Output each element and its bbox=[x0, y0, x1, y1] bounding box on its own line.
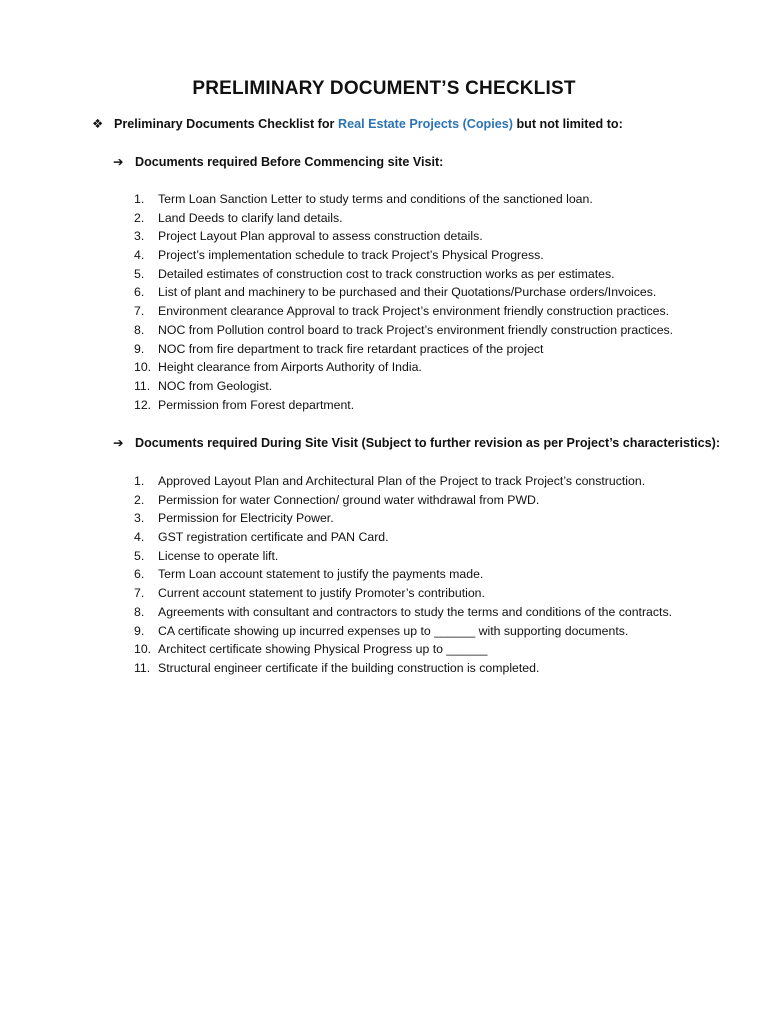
list-item-number: 11. bbox=[134, 660, 151, 675]
list-item bbox=[134, 472, 672, 491]
intro-text-before: Preliminary Documents Checklist for bbox=[114, 117, 338, 131]
list-item-text: Height clearance from Airports Authority of India. bbox=[158, 360, 422, 375]
list-item-text: Agreements with consultant and contractors to study the terms and conditions of the contracts. bbox=[158, 604, 673, 619]
list-item bbox=[134, 377, 673, 396]
list-item bbox=[134, 622, 672, 641]
list-item-number: 8. bbox=[134, 604, 145, 619]
list-item bbox=[134, 584, 672, 603]
list-item-text: NOC from fire department to track fire retardant practices of the project bbox=[158, 341, 544, 356]
list-item bbox=[134, 603, 672, 622]
checklist-before-visit bbox=[134, 190, 673, 414]
list-item-text: License to operate lift. bbox=[158, 548, 279, 563]
list-item-number: 3. bbox=[134, 229, 145, 244]
arrow-right-icon: ➔ bbox=[113, 436, 124, 450]
list-item bbox=[134, 358, 673, 377]
list-item-number: 11. bbox=[134, 378, 151, 393]
list-item bbox=[134, 509, 672, 528]
intro-accent-text: Real Estate Projects (Copies) bbox=[337, 117, 513, 131]
list-item bbox=[134, 640, 672, 659]
list-item-text: Current account statement to justify Promoter’s contribution. bbox=[158, 586, 485, 601]
list-item-number: 6. bbox=[134, 567, 145, 582]
list-item-number: 10. bbox=[134, 642, 152, 657]
intro-text-after: but not limited to: bbox=[512, 117, 623, 131]
section-heading-text: Documents required Before Commencing site Visit: bbox=[135, 155, 444, 169]
list-item-text: Environment clearance Approval to track Project’s environment friendly construction practices. bbox=[158, 304, 670, 319]
list-item-text: GST registration certificate and PAN Card. bbox=[158, 530, 389, 545]
list-item-text: Structural engineer certificate if the building construction is completed. bbox=[158, 660, 540, 675]
arrow-right-icon: ➔ bbox=[113, 155, 124, 169]
checklist-during-visit bbox=[134, 472, 672, 678]
list-item-text: Project Layout Plan approval to assess construction details. bbox=[158, 229, 483, 244]
section-heading-during-visit bbox=[113, 435, 720, 450]
list-item-number: 4. bbox=[134, 530, 145, 545]
list-item-number: 8. bbox=[134, 322, 145, 337]
list-item-number: 9. bbox=[134, 341, 145, 356]
list-item-text: List of plant and machinery to be purchased and their Quotations/Purchase orders/Invoices. bbox=[158, 285, 657, 300]
list-item-number: 10. bbox=[134, 360, 152, 375]
list-item-number: 7. bbox=[134, 586, 145, 601]
section-heading-text: Documents required During Site Visit (Subject to further revision as per Project’s characteristics): bbox=[135, 436, 721, 450]
list-item-text: Detailed estimates of construction cost to track construction works as per estimates. bbox=[158, 266, 615, 281]
page-title: PRELIMINARY DOCUMENT’S CHECKLIST bbox=[192, 78, 576, 99]
list-item-text: Permission from Forest department. bbox=[158, 397, 355, 412]
list-item bbox=[134, 283, 673, 302]
list-item-number: 5. bbox=[134, 266, 145, 281]
list-item-text: Permission for water Connection/ ground water withdrawal from PWD. bbox=[158, 492, 540, 507]
list-item bbox=[134, 565, 672, 584]
list-item-number: 1. bbox=[134, 192, 145, 206]
list-item bbox=[134, 340, 673, 359]
list-item bbox=[134, 547, 672, 566]
list-item-number: 5. bbox=[134, 548, 145, 563]
list-item-number: 9. bbox=[134, 623, 145, 638]
list-item-number: 7. bbox=[134, 304, 145, 319]
list-item-number: 1. bbox=[134, 474, 145, 488]
list-item bbox=[134, 265, 673, 284]
diamond-bullet-icon: ❖ bbox=[92, 117, 104, 131]
list-item bbox=[134, 190, 673, 209]
list-item-number: 2. bbox=[134, 492, 145, 507]
list-item bbox=[134, 209, 673, 228]
list-item bbox=[134, 528, 672, 547]
list-item bbox=[134, 321, 673, 340]
list-item bbox=[134, 396, 673, 415]
list-item-text: NOC from Pollution control board to track Project’s environment friendly construction practices. bbox=[158, 322, 674, 337]
list-item-number: 3. bbox=[134, 511, 145, 526]
list-item-text: CA certificate showing up incurred expenses up to ______ with supporting documents. bbox=[158, 623, 629, 638]
list-item-number: 12. bbox=[134, 397, 152, 412]
list-item-text: Term Loan account statement to justify the payments made. bbox=[158, 567, 484, 582]
list-item-text: Land Deeds to clarify land details. bbox=[158, 210, 343, 225]
list-item-text: Approved Layout Plan and Architectural Plan of the Project to track Project’s construction. bbox=[158, 474, 646, 488]
list-item-number: 6. bbox=[134, 285, 145, 300]
list-item bbox=[134, 302, 673, 321]
list-item-number: 2. bbox=[134, 210, 145, 225]
list-item-text: Term Loan Sanction Letter to study terms and conditions of the sanctioned loan. bbox=[158, 192, 593, 206]
list-item-text: NOC from Geologist. bbox=[158, 378, 273, 393]
list-item bbox=[134, 227, 673, 246]
section-heading-before-visit bbox=[113, 154, 443, 169]
list-item-number: 4. bbox=[134, 248, 145, 263]
intro-line bbox=[92, 116, 623, 131]
list-item-text: Project’s implementation schedule to track Project’s Physical Progress. bbox=[158, 248, 544, 263]
list-item-text: Architect certificate showing Physical Progress up to ______ bbox=[158, 642, 488, 657]
list-item bbox=[134, 491, 672, 510]
list-item bbox=[134, 246, 673, 265]
list-item-text: Permission for Electricity Power. bbox=[158, 511, 334, 526]
list-item bbox=[134, 659, 672, 678]
